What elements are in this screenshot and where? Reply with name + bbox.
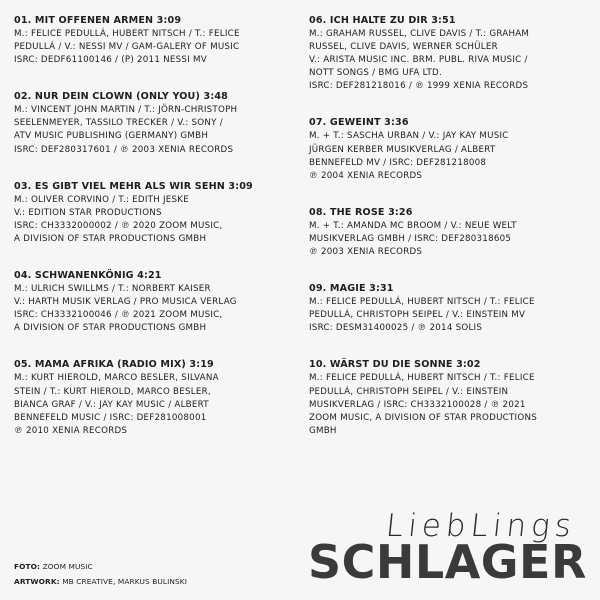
credit-line: ℗ 2004 XENIA RECORDS <box>309 170 423 181</box>
track-entry <box>309 116 594 182</box>
credit-line: M.: KURT HIEROLD, MARCO BESLER, SILVANA <box>14 373 219 384</box>
artwork-credit-label: ARTWORK: <box>14 577 60 586</box>
credit-line: ℗ 2003 XENIA RECORDS <box>309 247 423 258</box>
photo-credit <box>14 562 93 572</box>
credit-line: A DIVISION OF STAR PRODUCTIONS GMBH <box>14 323 207 334</box>
lieblings-schlager-logo <box>300 510 596 592</box>
track-entry <box>14 14 299 67</box>
track-title: 09. MAGIE 3:31 <box>309 283 394 295</box>
track-entry <box>309 358 594 437</box>
credit-line: ISRC: DEDF61100146 / (P) 2011 NESSI MV <box>14 55 207 66</box>
track-credits <box>309 130 594 182</box>
track-credits <box>14 283 299 335</box>
track-entry <box>14 90 299 156</box>
logo-script-text: LiebLings <box>384 508 578 544</box>
credit-line: M.: OLIVER CORVINO / T.: EDITH JESKE <box>14 194 189 205</box>
credit-line: SEELENMEYER, TASSILO TRECKER / V.: SONY / <box>14 118 223 129</box>
track-column-left <box>14 14 299 461</box>
track-title: 08. THE ROSE 3:26 <box>309 206 413 218</box>
credit-line: ℗ 2010 XENIA RECORDS <box>14 425 128 436</box>
track-credits <box>309 220 594 259</box>
track-title: 01. MIT OFFENEN ARMEN 3:09 <box>14 15 182 26</box>
credit-line: M.: VINCENT JOHN MARTIN / T.: JÖRN-CHRISTOPH <box>14 105 238 116</box>
photo-credit-value: ZOOM MUSIC <box>42 562 93 571</box>
credit-line: NOTT SONGS / BMG UFA LTD. <box>309 68 442 79</box>
track-entry <box>309 206 594 259</box>
credit-line: M.: ULRICH SWILLMS / T.: NORBERT KAISER <box>14 284 211 295</box>
track-credits <box>309 28 594 93</box>
credit-line: M.: FELICE PEDULLÁ, HUBERT NITSCH / T.: FELICE <box>309 297 535 308</box>
logo-main-text: SCHLAGER <box>308 535 587 589</box>
credit-line: ISRC: CH3332100046 / ℗ 2021 ZOOM MUSIC, <box>14 310 223 321</box>
credit-line: BENNEFELD MV / ISRC: DEF281218008 <box>309 157 487 168</box>
track-title: 02. NUR DEIN CLOWN (ONLY YOU) 3:48 <box>14 91 228 103</box>
credit-line: PEDULLÁ / V.: NESSI MV / GAM-GALERY OF MUSIC <box>14 42 240 53</box>
track-credits <box>309 372 594 437</box>
credit-line: RUSSEL, CLIVE DAVIS, WERNER SCHÜLER <box>309 42 498 53</box>
track-credits <box>14 104 299 156</box>
photo-credit-label: FOTO: <box>14 562 41 571</box>
credit-line: ISRC: DESM31400025 / ℗ 2014 SOLIS <box>309 323 483 334</box>
credit-line: MUSIKVERLAG GMBH / ISRC: DEF280318605 <box>309 233 512 244</box>
artwork-credit-value: MB CREATIVE, MARKUS BULINSKI <box>62 577 188 586</box>
credit-line: BIANCA GRAF / V.: JAY KAY MUSIC / ALBERT <box>14 399 209 410</box>
credit-line: A DIVISION OF STAR PRODUCTIONS GMBH <box>14 233 207 244</box>
credit-line: ISRC: CH3332000002 / ℗ 2020 ZOOM MUSIC, <box>14 220 223 231</box>
track-title: 03. ES GIBT VIEL MEHR ALS WIR SEHN 3:09 <box>14 180 253 192</box>
credit-line: M.: FELICE PEDULLÁ, HUBERT NITSCH / T.: FELICE <box>14 29 240 39</box>
credit-line: BENNEFELD MUSIC / ISRC: DEF281008001 <box>14 412 207 423</box>
track-column-right <box>309 14 594 461</box>
credit-line: M.: GRAHAM RUSSEL, CLIVE DAVIS / T.: GRAHAM <box>309 29 530 39</box>
track-credits <box>14 194 299 246</box>
track-entry <box>14 269 299 335</box>
credit-line: MUSIKVERLAG / ISRC: CH3332100028 / ℗ 2021 <box>309 399 526 410</box>
track-credits <box>309 296 594 335</box>
track-title: 10. WÄRST DU DIE SONNE 3:02 <box>309 359 481 371</box>
credit-line: V.: ARISTA MUSIC INC. BRM. PUBL. RIVA MUSIC / <box>309 55 528 66</box>
track-entry <box>14 180 299 246</box>
credit-line: STEIN / T.: KURT HIEROLD, MARCO BESLER, <box>14 386 211 397</box>
track-entry <box>14 358 299 437</box>
credit-line: ZOOM MUSIC, A DIVISION OF STAR PRODUCTIONS <box>309 412 537 423</box>
track-entry <box>309 282 594 335</box>
credit-line: V.: EDITION STAR PRODUCTIONS <box>14 207 162 218</box>
credit-line: M.: FELICE PEDULLÁ, HUBERT NITSCH / T.: FELICE <box>309 373 535 384</box>
track-entry <box>309 14 594 93</box>
credit-line: ATV MUSIC PUBLISHING (GERMANY) GMBH <box>14 131 209 142</box>
credit-line: PEDULLÁ, CHRISTOPH SEIPEL / V.: EINSTEIN MV <box>309 310 526 321</box>
credit-line: JÜRGEN KERBER MUSIKVERLAG / ALBERT <box>309 144 496 155</box>
credit-line: GMBH <box>309 425 337 436</box>
track-credits <box>14 372 299 437</box>
credit-line: M. + T.: AMANDA MC BROOM / V.: NEUE WELT <box>309 220 517 231</box>
credit-line: ISRC: DEF280317601 / ℗ 2003 XENIA RECORDS <box>14 144 234 155</box>
credit-line: M. + T.: SASCHA URBAN / V.: JAY KAY MUSIC <box>309 131 509 142</box>
track-credits <box>14 28 299 67</box>
track-title: 06. ICH HALTE ZU DIR 3:51 <box>309 15 456 26</box>
track-title: 04. SCHWANENKÖNIG 4:21 <box>14 270 162 282</box>
artwork-credit <box>14 577 187 587</box>
track-title: 07. GEWEINT 3:36 <box>309 117 409 129</box>
credit-line: ISRC: DEF281218016 / ℗ 1999 XENIA RECORDS <box>309 81 529 92</box>
credit-line: PEDULLÁ, CHRISTOPH SEIPEL / V.: EINSTEIN <box>309 386 509 397</box>
track-title: 05. MAMA AFRIKA (RADIO MIX) 3:19 <box>14 359 214 371</box>
credit-line: V.: HARTH MUSIK VERLAG / PRO MUSICA VERLAG <box>14 297 237 308</box>
